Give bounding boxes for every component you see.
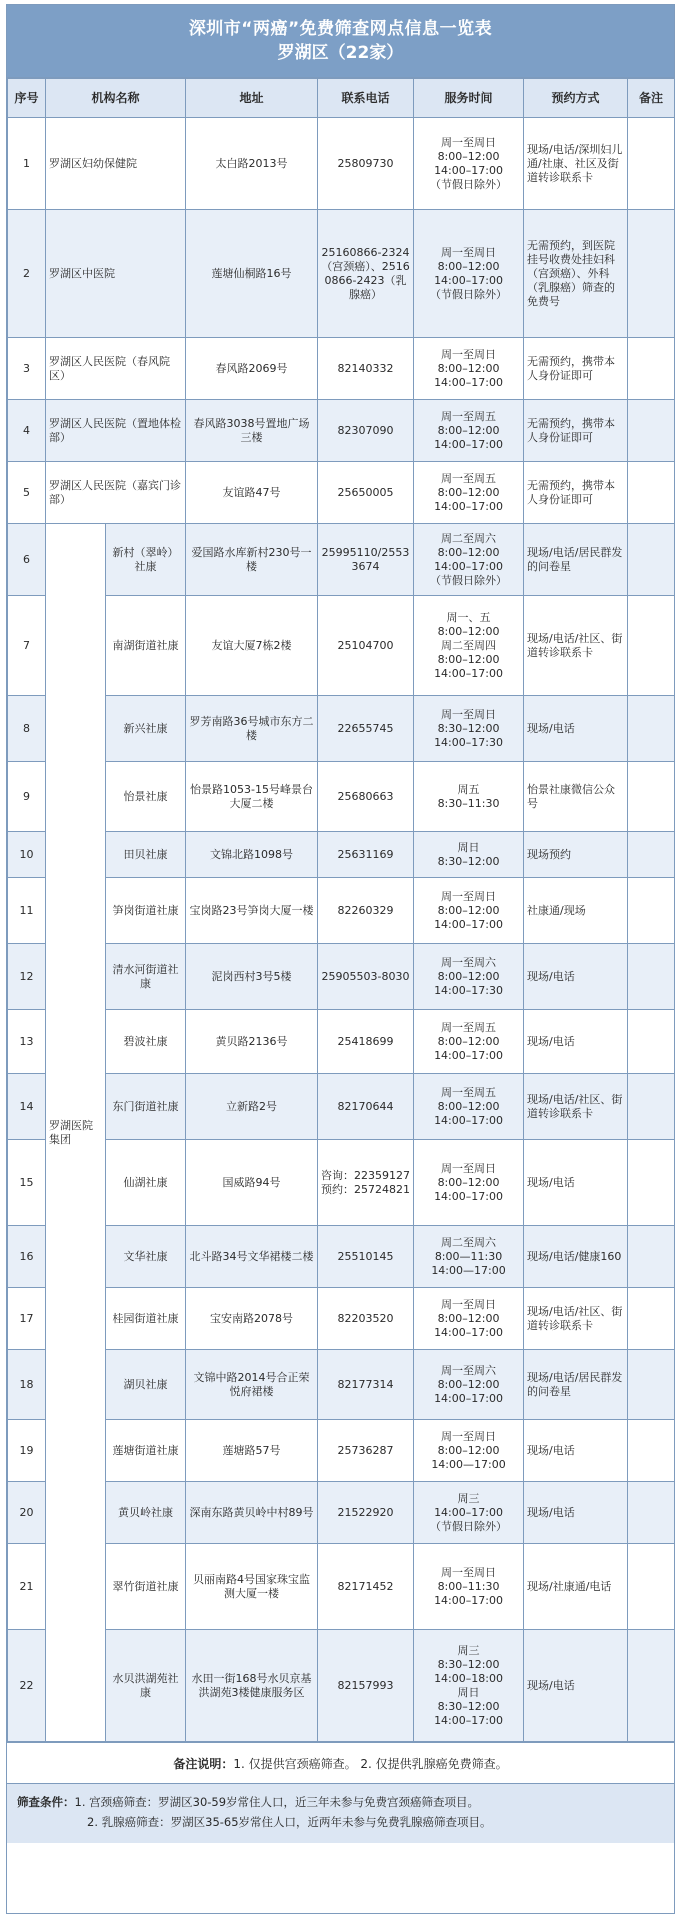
row-remark-cell (628, 400, 675, 462)
notes-label: 备注说明： (173, 1756, 234, 1771)
sites-table (7, 78, 675, 1742)
row-hours-cell: 周一至周五 8:00–12:00 14:00–17:00 (414, 462, 524, 524)
row-no-cell: 12 (8, 944, 46, 1010)
header-phone: 联系电话 (318, 79, 414, 118)
row-remark-cell (628, 462, 675, 524)
row-hours-cell: 周一至周六 8:00–12:00 14:00–17:00 (414, 1350, 524, 1420)
row-address-cell: 立新路2号 (186, 1074, 318, 1140)
row-hours-cell: 周一至周日 8:00–12:00 14:00–17:00 (414, 1288, 524, 1350)
row-address-cell: 深南东路黄贝岭中村89号 (186, 1482, 318, 1544)
row-name-cell: 罗湖区人民医院（春风院区） (46, 338, 186, 400)
row-no-cell: 7 (8, 596, 46, 696)
table-row (8, 596, 675, 696)
row-address-cell: 水田一街168号水贝京基洪湖苑3楼健康服务区 (186, 1630, 318, 1742)
row-booking-cell: 无需预约，携带本人身份证即可 (524, 462, 628, 524)
row-address-cell: 泥岗西村3号5楼 (186, 944, 318, 1010)
row-no-cell: 2 (8, 210, 46, 338)
row-phone-cell: 82307090 (318, 400, 414, 462)
row-phone-cell: 25809730 (318, 118, 414, 210)
row-address-cell: 罗芳南路36号城市东方二楼 (186, 696, 318, 762)
row-phone-cell: 82140332 (318, 338, 414, 400)
row-no-cell: 22 (8, 1630, 46, 1742)
row-phone-cell: 25510145 (318, 1226, 414, 1288)
row-name-cell: 笋岗街道社康 (106, 878, 186, 944)
row-hours-cell: 周五 8:30–11:30 (414, 762, 524, 832)
row-name-cell: 水贝洪湖苑社康 (106, 1630, 186, 1742)
row-address-cell: 国威路94号 (186, 1140, 318, 1226)
row-remark-cell (628, 1140, 675, 1226)
row-name-cell: 文华社康 (106, 1226, 186, 1288)
row-remark-cell (628, 524, 675, 596)
row-booking-cell: 现场/电话/社区、街道转诊联系卡 (524, 1288, 628, 1350)
row-name-cell: 湖贝社康 (106, 1350, 186, 1420)
row-hours-cell: 周二至周六 8:00—11:30 14:00—17:00 (414, 1226, 524, 1288)
row-hours-cell: 周一至周日 8:00–12:00 14:00–17:00 (414, 338, 524, 400)
row-phone-cell: 82170644 (318, 1074, 414, 1140)
row-no-cell: 3 (8, 338, 46, 400)
row-remark-cell (628, 878, 675, 944)
table-row (8, 878, 675, 944)
table-row (8, 1420, 675, 1482)
row-name-cell: 莲塘街道社康 (106, 1420, 186, 1482)
row-booking-cell: 现场/电话 (524, 1010, 628, 1074)
row-hours-cell: 周一至周日 8:00–12:00 14:00–17:00 （节假日除外） (414, 210, 524, 338)
row-booking-cell: 现场/电话/居民群发的问卷星 (524, 1350, 628, 1420)
row-remark-cell (628, 1420, 675, 1482)
criteria-2: 2. 乳腺癌筛查：罗湖区35-65岁常住人口，近两年未参与免费乳腺癌筛查项目。 (87, 1815, 492, 1829)
row-name-cell: 东门街道社康 (106, 1074, 186, 1140)
row-address-cell: 莲塘路57号 (186, 1420, 318, 1482)
group-name-cell: 罗湖医院集团 (46, 524, 106, 1742)
row-remark-cell (628, 1074, 675, 1140)
row-address-cell: 莲塘仙桐路16号 (186, 210, 318, 338)
row-phone-cell: 咨询：22359127 预约：25724821 (318, 1140, 414, 1226)
row-phone-cell: 82260329 (318, 878, 414, 944)
row-booking-cell: 现场/电话/居民群发的问卷星 (524, 524, 628, 596)
table-row (8, 210, 675, 338)
row-booking-cell: 现场/电话/深圳妇儿通/社康、社区及街道转诊联系卡 (524, 118, 628, 210)
row-address-cell: 友谊大厦7栋2楼 (186, 596, 318, 696)
row-phone-cell: 82177314 (318, 1350, 414, 1420)
row-booking-cell: 现场/电话 (524, 1420, 628, 1482)
row-remark-cell (628, 696, 675, 762)
row-address-cell: 贝丽南路4号国家珠宝监测大厦一楼 (186, 1544, 318, 1630)
header-address: 地址 (186, 79, 318, 118)
header-remark: 备注 (628, 79, 675, 118)
table-row (8, 1226, 675, 1288)
row-no-cell: 5 (8, 462, 46, 524)
row-name-cell: 新兴社康 (106, 696, 186, 762)
row-hours-cell: 周一至周五 8:00–12:00 14:00–17:00 (414, 400, 524, 462)
header-name: 机构名称 (46, 79, 186, 118)
table-row (8, 1140, 675, 1226)
header-no: 序号 (8, 79, 46, 118)
row-name-cell: 碧波社康 (106, 1010, 186, 1074)
row-phone-cell: 25418699 (318, 1010, 414, 1074)
row-booking-cell: 现场/电话/健康160 (524, 1226, 628, 1288)
row-name-cell: 罗湖区妇幼保健院 (46, 118, 186, 210)
page-subtitle: 罗湖区（22家） (277, 43, 404, 63)
row-address-cell: 宝安南路2078号 (186, 1288, 318, 1350)
row-hours-cell: 周一至周日 8:00–12:00 14:00–17:00 (414, 878, 524, 944)
table-row (8, 1630, 675, 1742)
table-row (8, 1074, 675, 1140)
row-address-cell: 文锦北路1098号 (186, 832, 318, 878)
row-name-cell: 仙湖社康 (106, 1140, 186, 1226)
row-no-cell: 8 (8, 696, 46, 762)
row-name-cell: 清水河街道社康 (106, 944, 186, 1010)
row-hours-cell: 周三 14:00–17:00 （节假日除外） (414, 1482, 524, 1544)
row-remark-cell (628, 1482, 675, 1544)
row-phone-cell: 21522920 (318, 1482, 414, 1544)
row-hours-cell: 周日 8:30–12:00 (414, 832, 524, 878)
table-row (8, 462, 675, 524)
table-row (8, 1288, 675, 1350)
row-booking-cell: 现场预约 (524, 832, 628, 878)
row-remark-cell (628, 1630, 675, 1742)
row-no-cell: 18 (8, 1350, 46, 1420)
row-address-cell: 爱国路水库新村230号一楼 (186, 524, 318, 596)
row-name-cell: 翠竹街道社康 (106, 1544, 186, 1630)
row-no-cell: 15 (8, 1140, 46, 1226)
row-phone-cell: 25905503-8030 (318, 944, 414, 1010)
row-no-cell: 21 (8, 1544, 46, 1630)
row-remark-cell (628, 210, 675, 338)
row-phone-cell: 25995110/25533674 (318, 524, 414, 596)
row-booking-cell: 无需预约，到医院挂号收费处挂妇科（宫颈癌）、外科（乳腺癌）筛查的免费号 (524, 210, 628, 338)
row-hours-cell: 周一至周日 8:00–12:00 14:00–17:00 （节假日除外） (414, 118, 524, 210)
row-no-cell: 6 (8, 524, 46, 596)
row-booking-cell: 现场/电话/社区、街道转诊联系卡 (524, 596, 628, 696)
row-address-cell: 黄贝路2136号 (186, 1010, 318, 1074)
table-row (8, 1544, 675, 1630)
row-booking-cell: 无需预约，携带本人身份证即可 (524, 400, 628, 462)
screening-sites-table-document (6, 4, 675, 1914)
notes-row (7, 1742, 674, 1783)
row-remark-cell (628, 1544, 675, 1630)
row-address-cell: 春风路3038号置地广场三楼 (186, 400, 318, 462)
row-address-cell: 春风路2069号 (186, 338, 318, 400)
row-name-cell: 罗湖区人民医院（嘉宾门诊部） (46, 462, 186, 524)
criteria-1: 1. 宫颈癌筛查：罗湖区30-59岁常住人口，近三年未参与免费宫颈癌筛查项目。 (74, 1795, 480, 1809)
row-name-cell: 桂园街道社康 (106, 1288, 186, 1350)
row-hours-cell: 周一至周日 8:30–12:00 14:00–17:30 (414, 696, 524, 762)
row-no-cell: 19 (8, 1420, 46, 1482)
row-booking-cell: 社康通/现场 (524, 878, 628, 944)
row-address-cell: 北斗路34号文华裙楼二楼 (186, 1226, 318, 1288)
row-remark-cell (628, 1010, 675, 1074)
row-no-cell: 16 (8, 1226, 46, 1288)
row-phone-cell: 82171452 (318, 1544, 414, 1630)
page-title: 深圳市“两癌”免费筛查网点信息一览表 (188, 19, 493, 39)
row-no-cell: 13 (8, 1010, 46, 1074)
table-row (8, 944, 675, 1010)
row-hours-cell: 周三 8:30–12:00 14:00–18:00 周日 8:30–12:00 14:00–17:00 (414, 1630, 524, 1742)
row-remark-cell (628, 762, 675, 832)
row-remark-cell (628, 596, 675, 696)
row-address-cell: 宝岗路23号笋岗大厦一楼 (186, 878, 318, 944)
row-name-cell: 罗湖区中医院 (46, 210, 186, 338)
table-row (8, 400, 675, 462)
row-remark-cell (628, 832, 675, 878)
row-hours-cell: 周一至周日 8:00–12:00 14:00–17:00 (414, 1140, 524, 1226)
row-hours-cell: 周一至周日 8:00–12:00 14:00—17:00 (414, 1420, 524, 1482)
table-header-row (8, 79, 675, 118)
row-remark-cell (628, 338, 675, 400)
row-no-cell: 9 (8, 762, 46, 832)
row-name-cell: 罗湖区人民医院（置地体检部） (46, 400, 186, 462)
table-row (8, 762, 675, 832)
table-body (8, 118, 675, 1742)
header-booking: 预约方式 (524, 79, 628, 118)
row-booking-cell: 怡景社康微信公众号 (524, 762, 628, 832)
row-phone-cell: 82203520 (318, 1288, 414, 1350)
row-name-cell: 新村（翠岭）社康 (106, 524, 186, 596)
row-hours-cell: 周一至周五 8:00–12:00 14:00–17:00 (414, 1074, 524, 1140)
header-hours: 服务时间 (414, 79, 524, 118)
row-no-cell: 11 (8, 878, 46, 944)
row-remark-cell (628, 1288, 675, 1350)
row-hours-cell: 周一至周日 8:00–11:30 14:00–17:00 (414, 1544, 524, 1630)
row-phone-cell: 22655745 (318, 696, 414, 762)
row-booking-cell: 现场/电话 (524, 1630, 628, 1742)
row-booking-cell: 现场/社康通/电话 (524, 1544, 628, 1630)
table-row (8, 832, 675, 878)
row-remark-cell (628, 1350, 675, 1420)
row-remark-cell (628, 1226, 675, 1288)
table-row (8, 1010, 675, 1074)
row-no-cell: 14 (8, 1074, 46, 1140)
table-row (8, 696, 675, 762)
row-hours-cell: 周一、五 8:00–12:00 周二至周四 8:00–12:00 14:00–17:00 (414, 596, 524, 696)
row-name-cell: 黄贝岭社康 (106, 1482, 186, 1544)
table-row (8, 524, 675, 596)
row-address-cell: 文锦中路2014号合正荣悦府裙楼 (186, 1350, 318, 1420)
row-address-cell: 怡景路1053-15号峰景台大厦二楼 (186, 762, 318, 832)
row-name-cell: 南湖街道社康 (106, 596, 186, 696)
row-hours-cell: 周一至周五 8:00–12:00 14:00–17:00 (414, 1010, 524, 1074)
row-address-cell: 太白路2013号 (186, 118, 318, 210)
row-phone-cell: 25680663 (318, 762, 414, 832)
criteria-box (7, 1783, 674, 1843)
table-row (8, 1482, 675, 1544)
row-booking-cell: 现场/电话 (524, 944, 628, 1010)
row-phone-cell: 25104700 (318, 596, 414, 696)
row-booking-cell: 无需预约，携带本人身份证即可 (524, 338, 628, 400)
row-phone-cell: 25650005 (318, 462, 414, 524)
row-booking-cell: 现场/电话 (524, 1482, 628, 1544)
table-row (8, 1350, 675, 1420)
row-phone-cell: 25736287 (318, 1420, 414, 1482)
row-no-cell: 4 (8, 400, 46, 462)
title-banner (7, 5, 674, 78)
row-remark-cell (628, 118, 675, 210)
row-name-cell: 田贝社康 (106, 832, 186, 878)
row-no-cell: 1 (8, 118, 46, 210)
row-remark-cell (628, 944, 675, 1010)
row-phone-cell: 25160866-2324（宫颈癌）、25160866-2423（乳腺癌） (318, 210, 414, 338)
row-booking-cell: 现场/电话 (524, 696, 628, 762)
row-hours-cell: 周二至周六 8:00–12:00 14:00–17:00 （节假日除外） (414, 524, 524, 596)
row-phone-cell: 82157993 (318, 1630, 414, 1742)
row-no-cell: 10 (8, 832, 46, 878)
table-row (8, 118, 675, 210)
table-row (8, 338, 675, 400)
criteria-label: 筛查条件： (17, 1795, 75, 1809)
row-no-cell: 20 (8, 1482, 46, 1544)
row-name-cell: 怡景社康 (106, 762, 186, 832)
row-no-cell: 17 (8, 1288, 46, 1350)
notes-text: 1. 仅提供宫颈癌筛查。 2. 仅提供乳腺癌免费筛查。 (233, 1756, 508, 1771)
row-address-cell: 友谊路47号 (186, 462, 318, 524)
row-phone-cell: 25631169 (318, 832, 414, 878)
row-booking-cell: 现场/电话/社区、街道转诊联系卡 (524, 1074, 628, 1140)
row-booking-cell: 现场/电话 (524, 1140, 628, 1226)
row-hours-cell: 周一至周六 8:00–12:00 14:00–17:30 (414, 944, 524, 1010)
